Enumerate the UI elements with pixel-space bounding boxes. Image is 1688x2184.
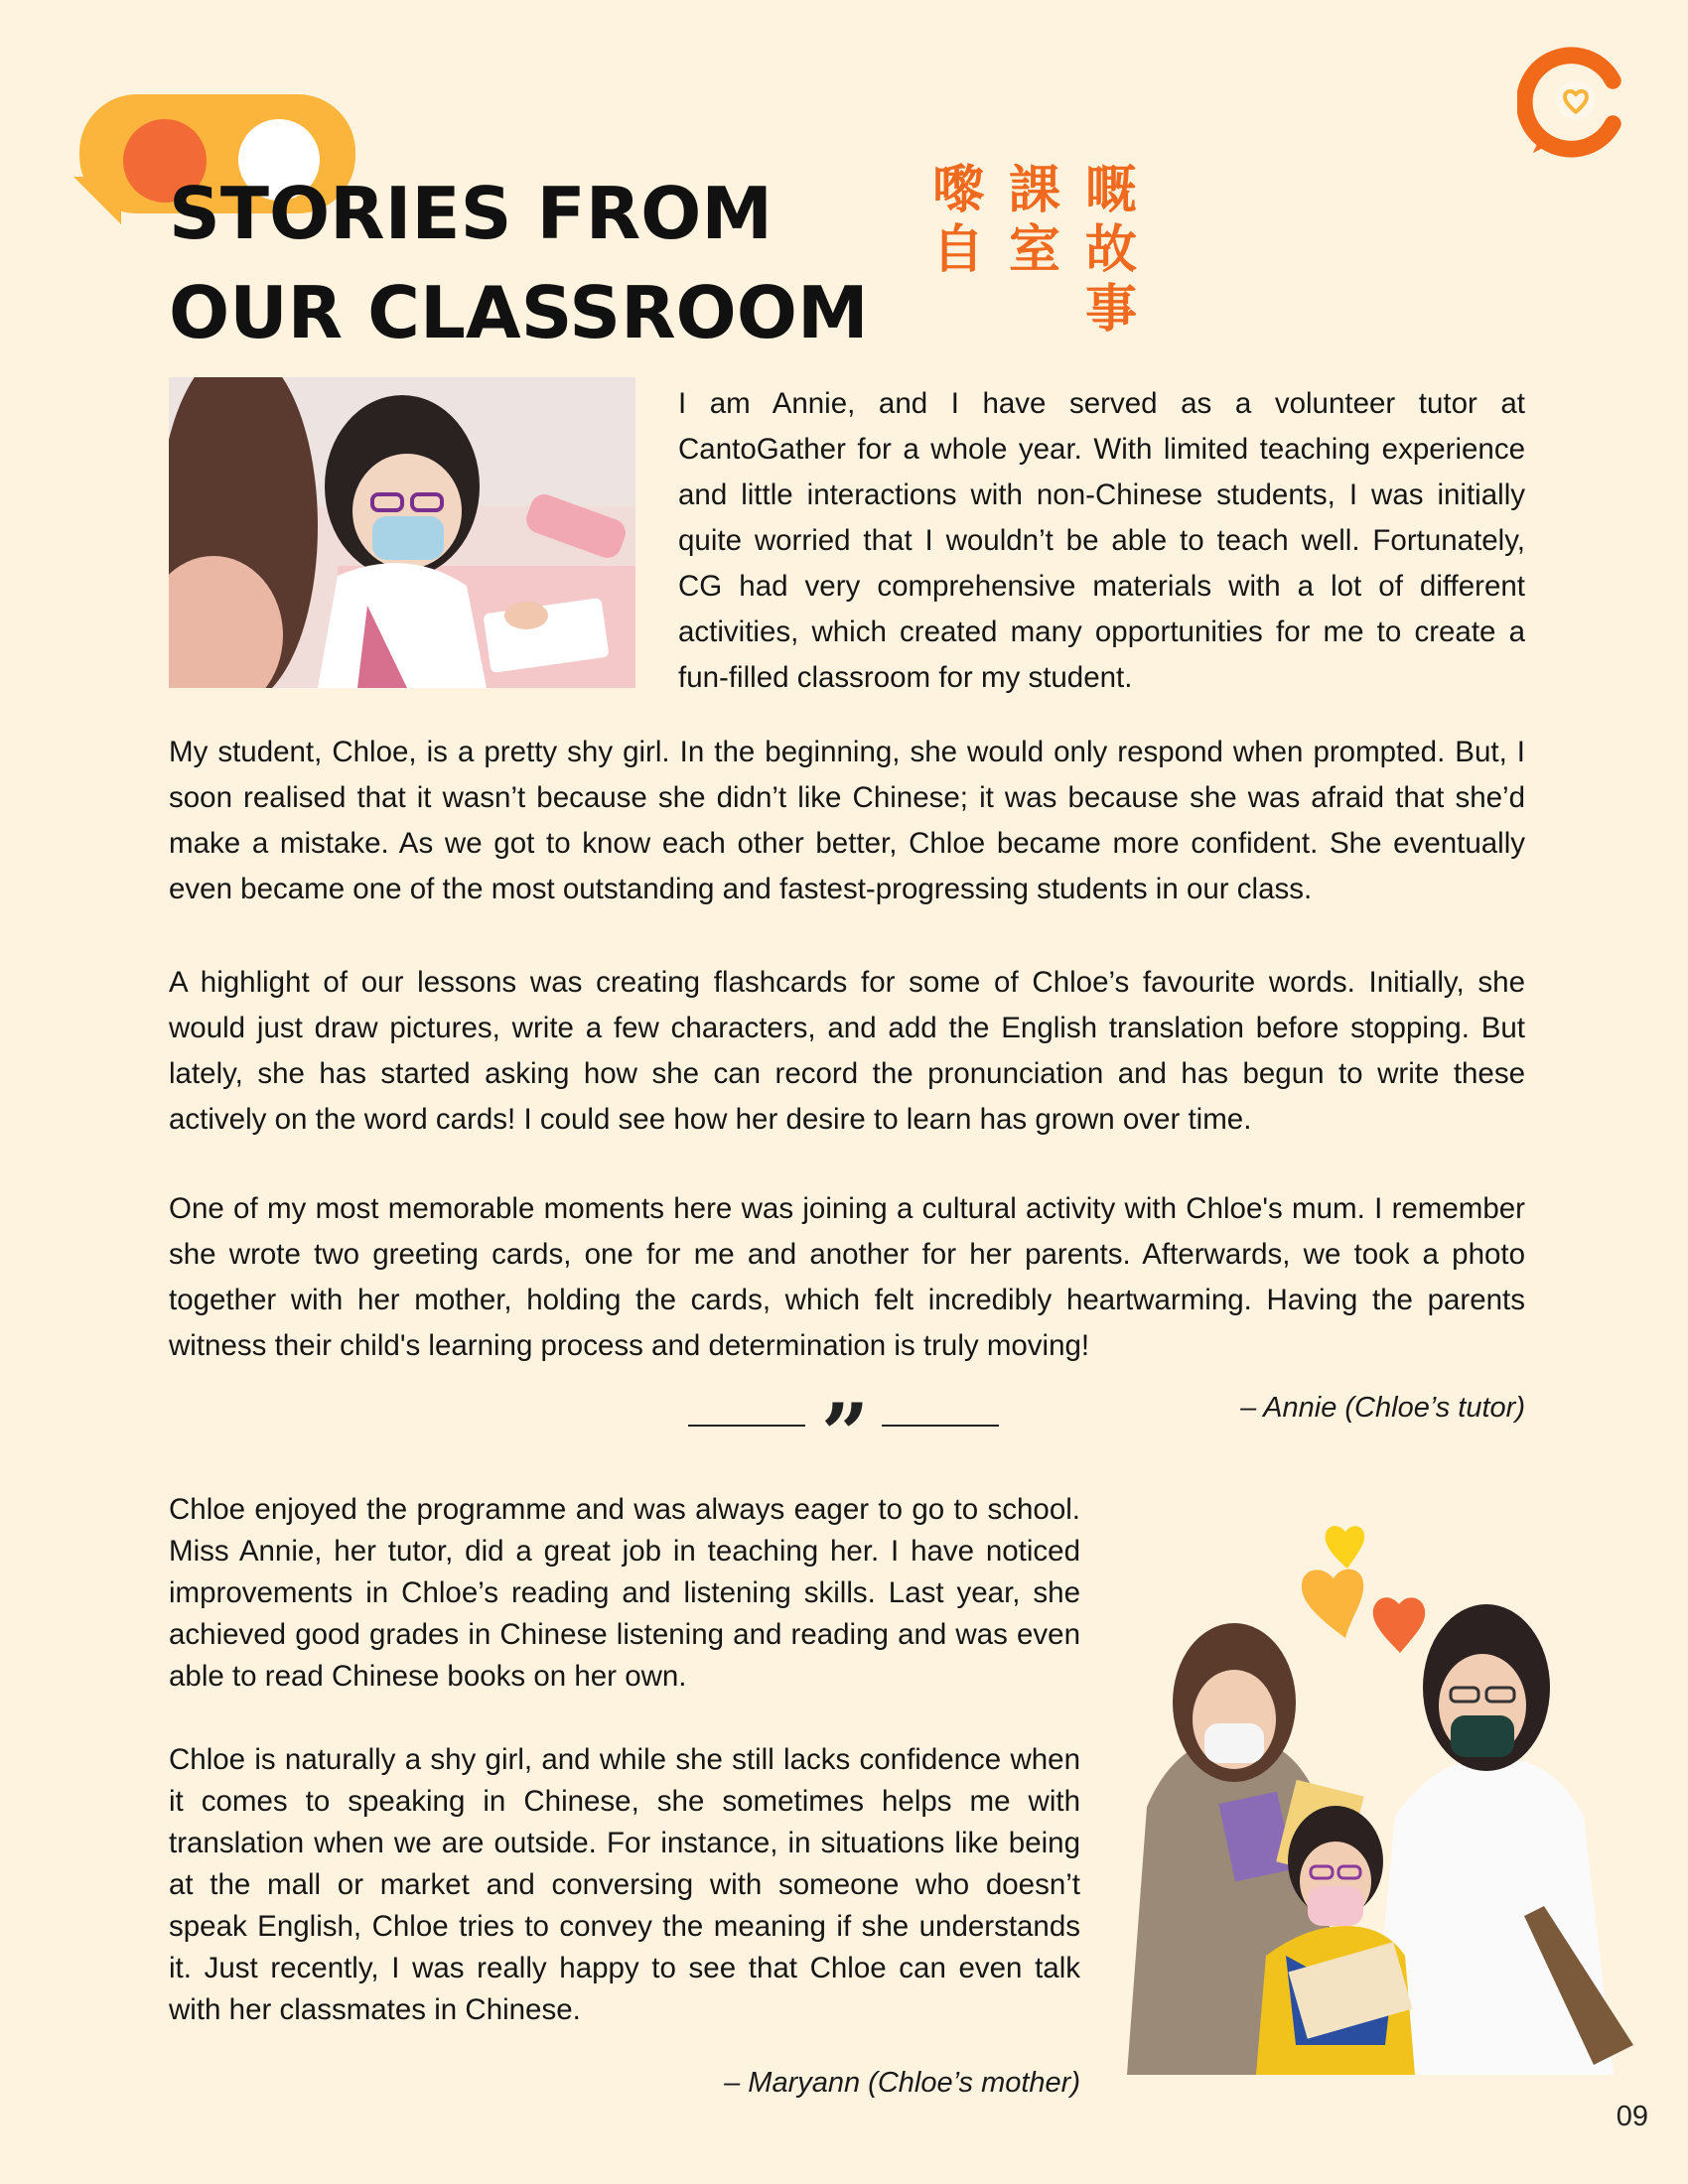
heart-icon	[1326, 1526, 1364, 1569]
tutor-paragraph-1: My student, Chloe, is a pretty shy girl. In the beginning, she would only respond when prompted. But, I soon realised that it wasn’t because she didn’t like Chinese; it was because she was afraid that she’d make a mistake. As we got to know each other better, Chloe became more confident. She eventually even became one of the most outstanding and fastest-progressing students in our class.	[169, 736, 1525, 905]
chinese-title-column-2	[1005, 161, 1064, 280]
tutor-paragraph-3: One of my most memorable moments here was joining a cultural activity with Chloe's mum. I remember she wrote two greeting cards, one for me and another for her parents. Afterwards, we took a photo together with her mother, holding the cards, which felt incredibly heartwarming. Having the parents witness their child's learning process and determination is truly moving!	[169, 1192, 1525, 1362]
classroom-photo	[169, 377, 635, 688]
chinese-char: 課	[1008, 161, 1060, 220]
mother-signature: – Maryann (Chloe’s mother)	[724, 2067, 1080, 2099]
quote-mark-icon: ”	[820, 1385, 870, 1483]
family-photo	[1117, 1489, 1663, 2075]
divider-line-left	[688, 1425, 805, 1427]
tutor-paragraph-2: A highlight of our lessons was creating flashcards for some of Chloe’s favourite words. Initially, she would just draw pictures, write a few characters, and add the English translation before stopping. But lately, she has started asking how she can record the pronunciation and has begun to write these actively on the word cards! I could see how her desire to learn has grown over time.	[169, 966, 1525, 1136]
page-title: STORIES FROM OUR CLASSROOM	[169, 172, 869, 354]
mother-paragraph-2: Chloe is naturally a shy girl, and while she still lacks confidence when it comes to speaking in Chinese, she sometimes helps me with translation when we are outside. For instance, in situations like being at the mall or market and conversing with someone who doesn’t speak English, Chloe tries to convey the meaning if she understands it. Just recently, I was really happy to see that Chloe can even talk with her classmates in Chinese.	[169, 1743, 1080, 2026]
chinese-char: 室	[1008, 220, 1060, 280]
heart-icon	[1302, 1570, 1363, 1638]
tutor-intro-paragraph: I am Annie, and I have served as a volunteer tutor at CantoGather for a whole year. With limited teaching experience and little interactions with non-Chinese students, I was initially quite worried that I wouldn’t be able to teach well. Fortunately, CG had very comprehensive materials with a lot of different activities, which created many opportunities for me to create a fun-filled classroom for my student.	[678, 387, 1525, 694]
chinese-char: 事	[1084, 280, 1137, 340]
chinese-title-column-1	[1081, 161, 1141, 340]
chinese-char: 自	[931, 220, 984, 280]
page-number: 09	[1616, 2101, 1648, 2132]
divider-line-right	[882, 1425, 999, 1427]
speech-bubble-tail	[73, 177, 121, 224]
chinese-char: 嘅	[1084, 161, 1137, 220]
chinese-char: 嚟	[931, 161, 984, 220]
heart-icon	[1373, 1597, 1425, 1653]
chinese-char: 故	[1084, 220, 1137, 280]
mother-paragraph-1: Chloe enjoyed the programme and was always eager to go to school. Miss Annie, her tutor, did a great job in teaching her. I have noticed improvements in Chloe’s reading and listening skills. Last year, she achieved good grades in Chinese listening and reading and was even able to read Chinese books on her own.	[169, 1493, 1080, 1693]
chinese-title-column-3	[928, 161, 988, 280]
cantogather-logo-icon	[1517, 44, 1634, 161]
tutor-signature: – Annie (Chloe’s tutor)	[1240, 1392, 1525, 1424]
